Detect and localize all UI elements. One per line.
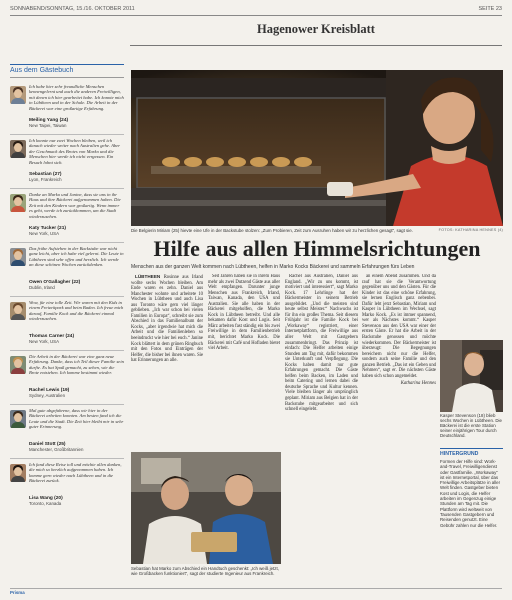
entry-text: Das frühe Aufstehen in der Backstube war nicht ganz leicht, aber ich habe viel gelernt. Die Leute in Lübtheen sind sehr offen und herzlich. Ich werde an diese schönen Wochen zurückdenken. xyxy=(29,246,124,268)
entry-location: New Taipei, Taiwan xyxy=(29,123,67,128)
avatar xyxy=(10,248,26,266)
article-column-1 xyxy=(131,274,203,448)
column-text: Rosinne aus Irland wollte sechs Wochen bleiben. Am Ende waren es zehn. Daniel aus Manchester wohnte und arbeitete 10 Wochen in Lübtheen und auch Lisa aus Toronto wäre gern viel länger geblieben. „Ich war schon bei vielen Familien in Europa“, schreibt sie zum Abschied in das Familienalbum der Kocks, „aber irgendwie hat mich die Arbeit und die Familienleben so beeindruckt wie hier bei euch.“ Janine Kock blättert in dem grünen Ringbuch mit den Fotos und Einträgen der Helfer, die bisher bei ihnen waren. Sie hat Erinnerungen an alle. xyxy=(131,275,203,364)
entry-name: Daniel Stott (25) xyxy=(29,442,66,447)
entry-name: Owen O'Gallagher (22) xyxy=(29,280,81,285)
guestbook-entry xyxy=(10,459,124,513)
avatar xyxy=(10,464,26,482)
column-text: Rachel aus Australien, Daniel aus England. „Wir zu uns kommt, ist motiviert und interessiert“, sagt Marko Kock. 17 Lehrlinge hat der Bäckermeister in seinem Betrieb ausgebildet. „Und die meisten sind heute selbst Meister.“ Nachwuchs ist für ihn ein großes Thema. Seit diesem Frühjahr ist die Familie Kock bei „Workaway“ registriert, einer Internetplattform, die Freiwillige aus aller Welt mit Gastgebern zusammenbringt. Das Prinzip ist einfach: Die Helfer arbeiten einige Stunden am Tag mit, dafür bekommen sie Unterkunft und Verpflegung. Die Kocks haben damit nur gute Erfahrungen gemacht. Die Gäste helfen beim Backen, im Laden und beim Catering und lernen dabei die deutsche Sprache und Kultur kennen. Viele bleiben länger als ursprünglich geplant. Miriam aus Belgien hat in der Backstube mitgearbeitet und sich schnell eingelebt. xyxy=(285,274,358,413)
entry-name: Lisa Wang (20) xyxy=(29,496,63,501)
entry-name: Sebastian (27) xyxy=(29,172,62,177)
kitchen-illustration xyxy=(131,452,281,564)
guestbook-entry xyxy=(10,405,124,459)
avatar xyxy=(10,356,26,374)
entry-location: New York, USA xyxy=(29,339,60,344)
entry-name: Katy Tucker (21) xyxy=(29,226,66,231)
header-rule xyxy=(10,15,502,16)
masthead xyxy=(130,18,502,46)
background-text: Formen der Hilfe sind: Work-and-Travel, Freiwilligendienst oder Gastfamilie. „Workaway“ ist ein Internetportal, über das Freiwillige Arbeitsplätze in aller Welt finden. Gastgeber bieten Kost und Logis, die Helfer arbeiten im Gegenzug einige Stunden am Tag mit. Die Plattform wird weltweit von Tausenden Gastgebern und Reisenden genutzt. Eine Gebühr zahlen nur die Helfer. xyxy=(440,459,501,528)
footer-brand: Prisma xyxy=(10,590,25,595)
entry-text: Danke an Marko und Janine, dass sie uns in ihr Haus und ihre Bäckerei aufgenommen haben. Die Zeit mit den Kindern war großartig. Wenn immer es geht, werde ich zurückkommen, um die Stadt wiederzusehen. xyxy=(29,192,121,219)
entry-location: New York, USA xyxy=(29,231,60,236)
background-title: HINTERGRUND xyxy=(440,448,503,457)
guestbook-entry xyxy=(10,351,124,405)
avatar xyxy=(10,140,26,158)
guestbook-entry xyxy=(10,135,124,189)
article-dateline: LÜBTHEEN xyxy=(135,274,161,279)
entry-text: Wow, für eine tolle Zeit. Wir waren mit den Kids in einem Freizeitpark und beim Baden. Ich freue mich darauf, Familie Kock und die Bäckerei einmal wiederzusehen. xyxy=(29,300,124,322)
kitchen-photo xyxy=(131,452,281,564)
guestbook-entry xyxy=(10,81,124,135)
entry-location: Sydney, Australien xyxy=(29,393,66,398)
main-photo xyxy=(131,70,503,226)
page-header xyxy=(10,4,502,14)
author-signature: Katharina Hennes xyxy=(400,381,436,387)
sidebar-title: Aus dem Gästebuch xyxy=(10,64,124,78)
entry-text: Ich habe hier sehr freundliche Menschen kennengelernt und auch die anderen Freiwilligen, mit denen ich hier gearbeitet habe. Ich konnte mich in Lübtheen und in der Schule. Die Arbeit in der Bäckerei war eine großartige Erfahrung. xyxy=(29,84,124,111)
article-headline: Hilfe aus allen Himmelsrichtungen xyxy=(153,236,481,261)
entry-text: Mal gute abgefahrene, dass wir hier in der Bäckerei arbeiten konnten. Am besten fand ich die Leute und die Stadt. Die Zeit hier bleibt mir in sehr guter Erinnerung. xyxy=(29,408,124,430)
article-subhead: Menschen aus der ganzen Welt kommen nach Lübtheen, helfen in Marko Kocks Bäckerei und sammeln Erfahrungen fürs Leben xyxy=(131,264,415,270)
background-box xyxy=(440,448,503,584)
main-photo-caption: Die Belgierin Miriam (25) hievte eine Ufe in der Backstube stolzen: „Zum Probieren, Zeit zum Ausruhen haben wir zu herzlichen gesagt“, sagt sie. xyxy=(131,228,413,233)
avatar xyxy=(10,86,26,104)
masthead-rule xyxy=(130,45,502,46)
kitchen-photo-caption: Sebastian hat Marko zum Abschied ein Handtuch geschenkt: „Ich weiß jetzt, wie Großbacken funktioniert“, sagt der studierte Ingenieur aus Frankreich. xyxy=(131,566,279,577)
column-text: Seit Jahren haben sie in ihrem Haus mehr als zwei Dutzend Gäste aus aller Welt empfangen. Darunter junge Menschen aus Frankreich, Irland, Taiwan, Kanada, den USA und Australien. Sie alle haben in der Bäckerei mitgeholfen, die Marko Kock in Lübtheen betreibt. Und alle bekamen dafür Kost und Logis. Seit März arbeiten fast ständig ein bis zwei Freiwillige in dem Familienbetrieb mit, berichtet Marko Kock. Die Bäckerei mit Café und Hofladen bietet viel Arbeit. xyxy=(208,274,280,352)
portrait-photo-caption: Kasper Stevenson (18) blieb sechs Wochen in Lübtheen. Die Bäckerei ist die erste Station seiner einjährigen Tour durch Deutschland. xyxy=(440,413,502,438)
page-footer xyxy=(10,588,502,596)
entry-location: Lyon, Frankreich xyxy=(29,177,62,182)
entry-name: Thomas Carner (24) xyxy=(29,334,75,339)
avatar xyxy=(10,194,26,212)
entry-text: Ich fand diese Reise toll und möchte allen danken, die mich so herzlich aufgenommen haben. Ich komme gern wieder nach Lübtheen und in die Bäckerei zurück. xyxy=(29,462,122,484)
article-column-3 xyxy=(285,274,358,592)
page-number: SEITE 23 xyxy=(478,6,502,12)
guestbook-entry xyxy=(10,243,124,297)
guestbook-sidebar xyxy=(10,64,124,590)
entry-text: Die Arbeit in der Bäckerei war eine ganz neue Erfahrung. Danke, dass ich Teil dieser Familie sein durfte. Es hat Spaß gemacht, zu sehen, wie die Brote entstehen. Ich komme bestimmt wieder. xyxy=(29,354,124,376)
issue-date: SONNABEND/SONNTAG, 15./16. OKTOBER 2011 xyxy=(10,6,135,12)
avatar xyxy=(10,410,26,428)
entry-text: Ich konnte nur zwei Wochen bleiben, weil ich danach wieder weiter nach Australien gehe. Aber der Geschmack des Brotes von Marko und die Menschen hier werde ich nicht vergessen. Ein Besuch lohnt sich. xyxy=(29,138,121,165)
photo-credit: FOTOS: KATHARINA HENNES (4) xyxy=(438,228,503,232)
bakery-oven-illustration xyxy=(131,70,503,226)
guestbook-entry xyxy=(10,189,124,243)
entry-name: Meiling Yang (24) xyxy=(29,118,69,123)
entry-location: Dublin, Irland xyxy=(29,285,55,290)
article-column-2 xyxy=(208,274,280,448)
portrait-illustration xyxy=(440,340,503,412)
entry-location: Toronto, Kanada xyxy=(29,501,62,506)
masthead-title: Hagenower Kreisblatt xyxy=(257,22,375,36)
entry-location: Manchester, Großbritannien xyxy=(29,447,84,452)
article-column-4 xyxy=(362,274,436,592)
main-photo-caption-row xyxy=(131,228,503,236)
avatar xyxy=(10,302,26,320)
column-text: an einem Abend zusammen. Und da rauf hat sie die Verantwortung gegenüber uns und den Gästen. Für die Kinder ist das eine schöne Erfahrung, sie lernen Englisch ganz nebenbei. Dafür lebt jetzt Sebastian, Miriam und Kasper in Lübtheen im Wechsel, sagt Marko Kock. „Es ist immer spannend, wer als Nächstes kommt.“ Kasper Stevenson aus den USA war einer der ersten Gäste. Er hat die Arbeit in der Backstube genossen und möchte wiederkommen. Der Bäckermeister ist überzeugt: Die Begegnungen bereichern nicht nur die Helfer, sondern auch seine Familie und den ganzen Betrieb. „Das ist ein Geben und Nehmen“, sagt er. Die nächsten Gäste haben sich schon angemeldet. xyxy=(362,274,436,379)
portrait-photo xyxy=(440,340,503,412)
guestbook-entry xyxy=(10,297,124,351)
entry-name: Rachel Lewis (19) xyxy=(29,388,70,393)
